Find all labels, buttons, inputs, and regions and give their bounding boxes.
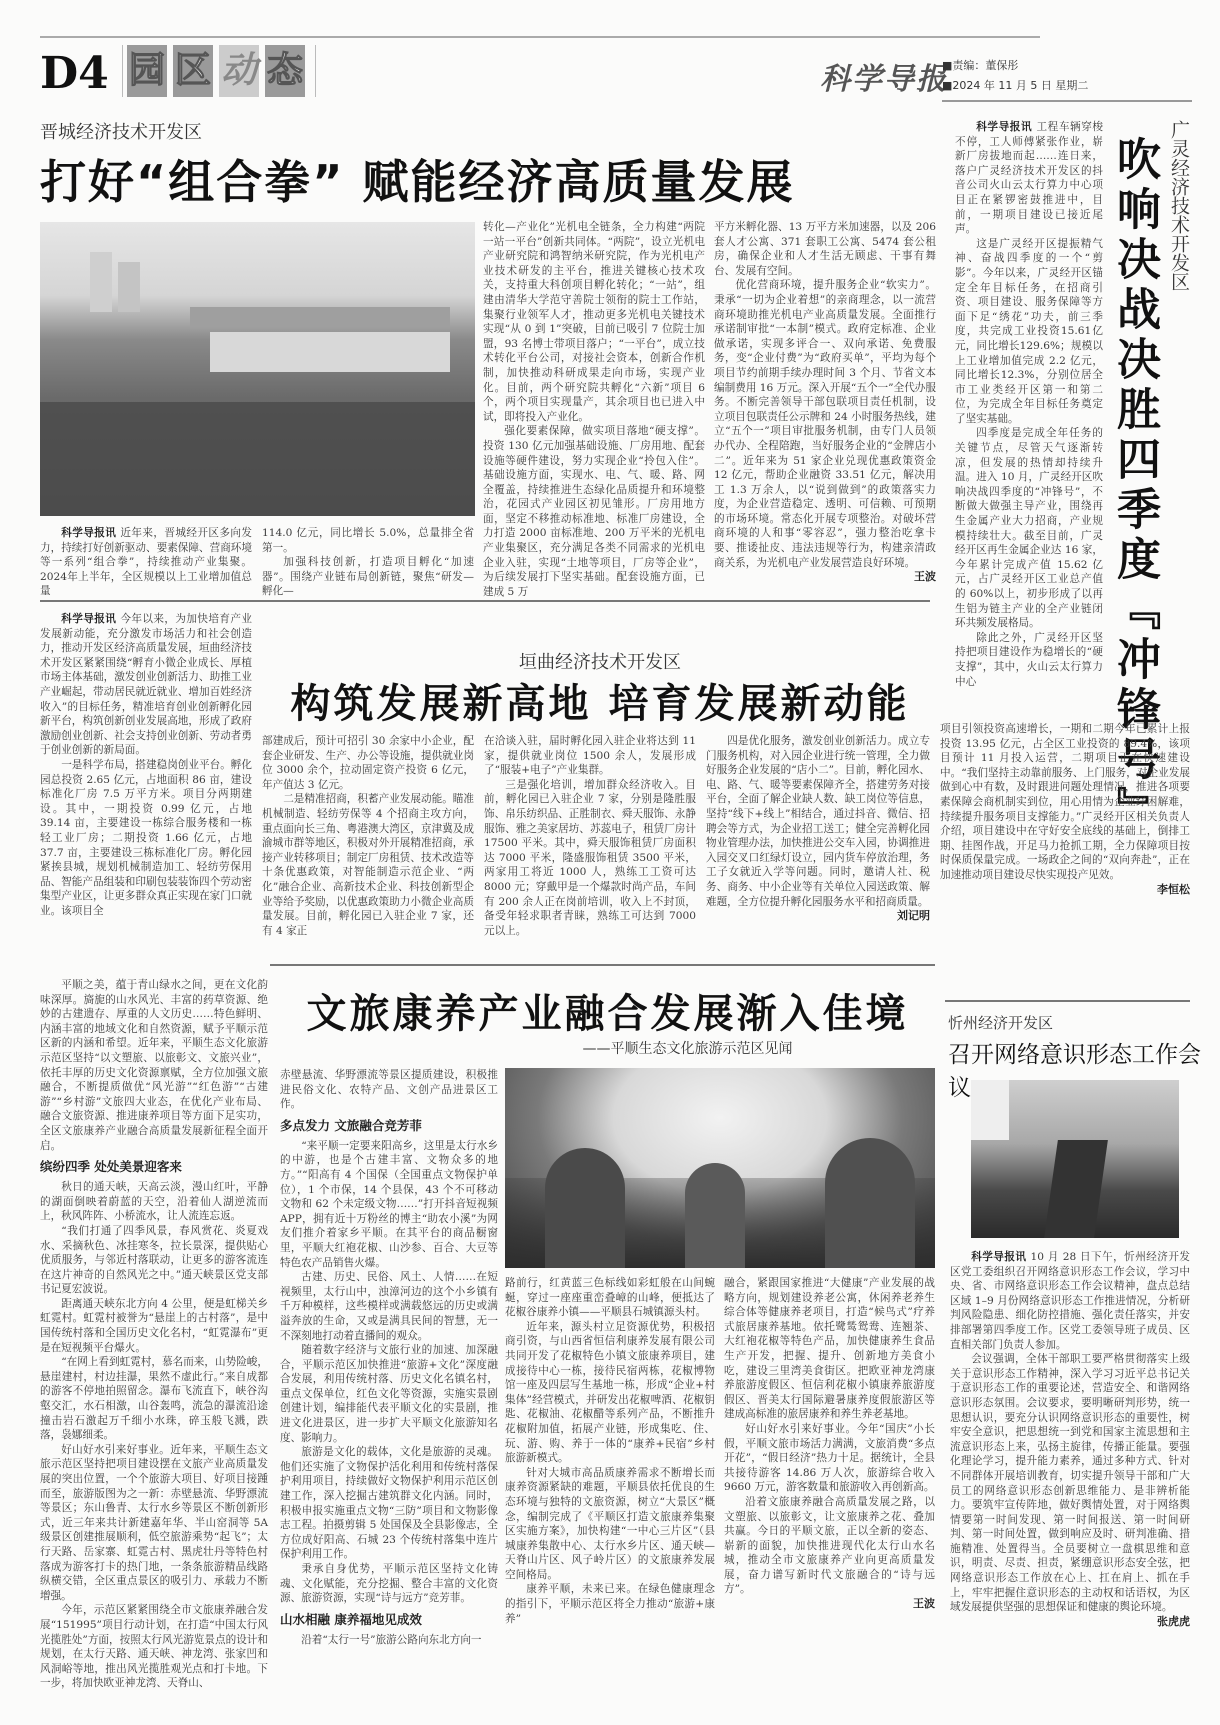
article4-col-a [950,1250,1190,1629]
subheading: 缤纷四季 处处美景迎客来 [40,1159,182,1175]
section-char: 态 [265,45,305,97]
section-char: 动 [219,45,259,97]
edition-info [942,56,1192,102]
article4-headline: 召开网络意识形态工作会议 [948,1042,1201,1101]
article1-headline: 打好“组合拳” 赋能经济高质量发展 [40,155,795,209]
paragraph: 四季度是完成全年任务的关键节点，尽管天气逐渐转凉，但发展的热情却持续升温。进入 10 月，广灵经开区吹响决战四季度的“冲锋号”，不断做大做强主导产业，围绕再生金属产业大力招商，产业规模持续壮大。截至目前，广灵经开区再生金属企业达 16 家，今年累计完成产值 15.62 亿元，占广灵经开区工业总产值的 60%以上，初步形成了以再生铝为链主产业的全产业链闭环共频发展格局。 [955,427,1103,630]
article2-col-a [40,612,252,918]
mountain-cloud-photo [505,1068,935,1268]
paragraph: 四是优化服务，激发创业创新活力。成立专门服务机构，对入园企业进行统一管理，全力做好服务企业发展的“店小二”。目前，孵化园水、电、路、气、暖等要素保障齐全，搭建劳务对接平台，全面了解企业缺人数、缺工岗位等信息，坚持“线下+线上”相结合，通过抖音、微信、招聘会等方式，为企业招工送工；健全完善孵化园物业管理办法，加快推进公交车入园，协调推进入园交叉口红绿灯设立，园内货车停放治理，务工子女就近入学等问题。同时，邀请人社、税务、商务、中小企业等有关单位入园送政策、解难题，全方位提升孵化园服务水平和招商质量。 [706,735,930,908]
article1-col-c [483,220,705,599]
article2-headline: 构筑发展新高地 培育发展新动能 [290,680,910,727]
section-char: 区 [173,45,213,97]
article2-col-d [706,734,930,923]
article3-col-a [40,978,268,1691]
section-divider [945,1000,1190,1002]
subheading: 多点发力 文旅融合竞芳菲 [280,1117,422,1133]
article3-col-b [280,1068,498,1647]
paragraph: 近年来，源头村立足资源优势，积极招商引资，与山西省恒信利康养发展有限公司共同开发了花椒特色小镇文旅康养项目，建成接待中心一栋，接待民宿两栋，花椒博物馆一座及四层写生基地一栋，形成“企业+村集体”经营模式，并研发出花椒啤酒、花椒钥匙、花椒油、花椒醋等系列产品，不断推升花椒附加值，拓展产业链，形成集吃、住、玩、游、购、养于一体的“康养+民宿”乡村旅游新模式。 [505,1320,715,1465]
side-article-headline: 吹响决战决胜四季度『冲锋号』 [1109,136,1160,836]
paragraph: 路前行，红黄蓝三色标线如彩虹般在山间蜿蜒，穿过一座座重峦叠嶂的山峰，便抵达了花椒谷康养小镇——平顺县石城镇源头村。 [505,1277,715,1319]
article1-col-d [714,220,936,584]
article1-col-a [40,526,252,599]
paragraph: 距离通天峡东北方向 4 公里，便是虹梯关乡虹霓村。虹霓村被誉为“悬崖上的古村落”，是中国传统村落和全国历史文化名村，“虹霓瀑布”更是在短视频平台爆火。 [40,1297,268,1354]
issue-date: ■2024 年 11 月 5 日 星期二 [942,79,1089,92]
paragraph: 秋日的通天峡，天高云淡，漫山红叶，平静的湖面倒映着蔚蓝的天空，沿着仙人湖逆流而上，秋风阵阵、小桥流水，让人流连忘返。 [40,1181,268,1223]
paragraph: 科学导报讯 近年来，晋城经开区多向发力，持续打好创新驱动、要素保障、营商环境等一系列“组合拳”，持续推动产业集聚。2024年上半年，全区规模以上工业增加值总量 [40,527,252,598]
paragraph: 三是强化培训，增加群众经济收入。目前，孵化园已入驻企业 7 家，分别是隆胜服饰、帛乐纺织品、正胜制衣、舜天服饰、永静服饰、雅之美家居坊、苏蕊电子，租赁厂房计 17500 平米。其中，舜天服饰租赁厂房面积达 7000 平米，隆盛服饰租赁 3500 平米，两家用工将近 1000 人，熟练工工资可达 8000 元；穿戴甲是一个爆款时尚产品，车间有 200 余人正在岗前培训，收入上不封顶，备受年轻求职者青睐，熟练工可达到 7000 元以上。 [484,778,696,937]
paragraph: 赤壁悬流、华野漂流等景区提质建设，积极推进民俗文化、农特产品、文创产品进景区工作。 [280,1069,498,1111]
paragraph: 科学导报讯 10 月 28 日下午，忻州经济开发区党工委组织召开网络意识形态工作会议，学习中央、省、市网络意识形态工作会议精神，盘点总结区域 1–9 月份网络意识形态工作推进情况，分析研判风险隐患、细化防控措施、强化责任落实，并安排部署第四季度工作。区党工委领导班子成员、区直相关部门负责人参加。 [950,1251,1190,1351]
paragraph: 科学导报讯 今年以来，为加快培育产业发展新动能，充分激发市场活力和社会创造力，推动开发区经济高质量发展，垣曲经济技术开发区紧紧围绕“孵育小微企业成长、厚植市场主体基础，激发创业创新活力、助推工业产业崛起，带动居民就近就业、增加百姓经济收入”的目标任务，精准培育创业创新孵化园新平台，构筑创新创业发展高地，形成了政府激励创业创新、社会支持创业创新、劳动者勇于创业创新的新局面。 [40,613,252,757]
side-article-byline: 李恒松 [1157,882,1190,896]
side-article-kicker: 广灵经济技术开发区 [1168,120,1190,291]
paragraph: “我们打通了四季风景，春风赏花、炎夏戏水、采摘秋色、冰挂寒冬，拉长景深，提供贴心优质服务，与邻近村落联动，让更多的游客流连在这片神奇的自然风光之中。”通天峡景区党支部书记夏宏波说。 [40,1224,268,1296]
paragraph: 强化要素保障，做实项目落地“硬支撑”。投资 130 亿元加强基础设施、厂房用地、配套设施等硬件建设，努力实现企业“拎包入住”。基础设施方面，实现水、电、气、暖、路、网全覆盖，持续推进生态绿化品质提升和环境整治，花园式产业园区初见雏形。厂房用地方面，坚定不移推动标准地、标准厂房建设，全力打造 2000 亩标准地、200 万平米的光机电产业集聚区，充分满足各类不同需求的光机电企业入驻，实现“土地等项目，厂房等企业”，为后续发展打下坚实基础。配套设施方面，已建成 5 万 [483,425,705,598]
article2-col-c [484,734,696,938]
paragraph: 随着数字经济与文旅行业的加速、加深融合，平顺示范区加快推进“旅游+文化”深度融合发展，利用传统村落、历史文化名镇名村，重点文保单位，红色文化等资源，实施实景剧创建计划，编排能代表平顺文化的实景剧，推进文化进景区，进一步扩大平顺文化旅游知名度、影响力。 [280,1344,498,1444]
paragraph: 今年，示范区紧紧围绕全市文旅康养融合发展“151995”项目行动计划，在打造“中国太行风光揽胜处”方面，按照太行风光游览景点的设计和规划，在太行天路、通天峡、神龙湾、张家凹和风洞峪等地，推出风光揽胜观光点和打卡地。下一步，将加快欧亚神龙湾、天脊山、 [40,1604,268,1690]
dateline: 科学导报讯 [61,527,121,539]
article3-col-c [505,1276,715,1626]
section-divider [40,600,930,602]
paragraph: 沿着文旅康养融合高质量发展之路，以文塑旅、以旅彰文，让文旅康养之花、叠加共赢。今日的平顺文旅，正以全新的姿态、崭新的面貌，加快推进现代化太行山水名城，推动全市文旅康养产业向更高质量发展，奋力谱写新时代文旅融合的“诗与远方”。 [724,1495,935,1596]
paragraph: 康养平顺，未来已来。在绿色健康理念的指引下，平顺示范区将全力推动“旅游+康养” [505,1583,715,1625]
paragraph: 平顺之美，蕴于青山绿水之间，更在文化韵味深厚。旖旎的山水风光、丰富的药草资源、绝妙的古建遗存、厚重的人文历史……特色鲜明、内涵丰富的地域文化和自然资源，赋予平顺示范区新的内涵和希望。近年来，平顺生态文化旅游示范区坚持“以文塑旅、以旅彰文、文旅兴业”，依托丰厚的历史文化资源禀赋，全方位加强文旅融合，不断提质做优“风光游”“红色游”“古建游”“乡村游”文旅四大业态，在优化产业布局、融合文旅资源、推进康养项目等方面下足实功，全区文旅康养产业融合高质量发展新征程全面开启。 [40,979,268,1152]
industrial-park-aerial-photo [40,222,475,516]
page-number: D4 [40,48,109,99]
paragraph: 融合，紧跟国家推进“大健康”产业发展的战略方向，规划建设养老公寓，休闲养老养生综合体等健康养老项目，打造“候鸟式”疗养式旅居康养基地。依托鹭鸶鸳鸯、连翘茶、大红袍花椒等特色产品，加快健康养生食品生产开发，把握、提升、创新地方美食小吃，建设三里湾美食街区。把欧亚神龙湾康养旅游度假区、恒信利花椒小镇康养旅游度假区、晋美太行国际避暑康养度假旅游区等建成高标准的旅居康养和养生养老基地。 [724,1277,935,1421]
top-rule [40,36,1040,38]
paragraph: “来平顺一定要来阳高乡，这里是太行水乡的中游，也是个古建丰富、文物众多的地方。”“阳高有 4 个国保（全国重点文物保护单位），1 个市保，14 个县保，43 个不可移动文物和 62 个未定级文物……”打开抖音短视频 APP，拥有近十万粉丝的博主“助农小溪”为网友们推介着家乡平顺。在其平台的商品橱窗里，平顺大红袍花椒、山沙参、百合、大豆等特色农产品销售火爆。 [280,1139,498,1269]
paragraph: 114.0 亿元，同比增长 5.0%，总量排全省第一。 [262,527,474,554]
paragraph: 部建成后，预计可招引 30 余家中小企业，配套企业研发、生产、办公等设施，提供就业岗位 3000 余个，拉动固定资产投资 6 亿元，年产值达 3 亿元。 [262,735,474,791]
paragraph: 针对大城市高品质康养需求不断增长而康养资源紧缺的难题，平顺县依托优良的生态环境与独特的文旅资源，树立“大景区”概念，编制完成了《平顺区打造文旅康养集聚区实施方案》，加快构建“一中心三片区”（县城康养集散中心、太行水乡片区、通天峡—天脊山片区、风子岭片区）的文旅康养发展空间格局。 [505,1466,715,1581]
paragraph: “在网上看到虹霓村，慕名而来，山势险峻，悬崖建村，村边挂瀑，果然不虚此行。”来自成都的游客不停地拍照留念。瀑布飞流直下，峡谷沟壑交汇，水石相激，山谷轰鸣，流急的瀑流沿途撞击岩石激起万千细小水珠，碎玉般飞溅，跌落，袅娜细柔。 [40,1356,268,1442]
paragraph: 在洽谈入驻，届时孵化园入驻企业将达到 11 家，提供就业岗位 1500 余人，发展形成了“服装+电子”产业集群。 [484,735,696,777]
article2-kicker: 垣曲经济技术开发区 [519,652,681,673]
paragraph: 转化—产业化”光机电全链条，全力构建“两院一站一平台”创新共同体。“两院”，设立光机电产业研究院和鸿智纳米研究院，作为光机电产业技术研发的主平台，推进关键核心技术攻关，支持重大科创项目孵化转化；“一站”，组建由清华大学范守善院士领衔的院士工作站，集聚行业领军人才，推动更多光机电关键技术实现“从 0 到 1”突破，目前已吸引 7 位院士加盟，93 名博士带项目落户；“一平台”，成立技术转化平台公司，对接社会资本，创新合作机制，加快推动科研成果走向市场，实现产业化。目前，两个研究院共孵化“六新”项目 6 个，两个项目实现量产，其余项目也已进入中试，即将投入产业化。 [483,221,705,423]
side-article-col-a [955,120,1103,689]
article2-col-b [262,734,474,938]
paragraph: 平方米孵化器、13 万平方米加速器，以及 206 套人才公寓、371 套职工公寓、5474 套公租房，确保企业和人才生活无顾虑、干事有舞台、发展有空间。 [714,221,936,277]
paragraph: 优化营商环境，提升服务企业“软实力”。秉承“一切为企业着想”的亲商理念，以一流营商环境助推光机电产业高质量发展。全面推行承诺制审批“一本制”模式。政府定标准、企业做承诺，实现多评合一、双向承诺、免费服务，变“企业付费”为“政府买单”，平均为每个项目节约前期手续办理时间 3 个月、节省文本编制费用 16 万元。深入开展“五个一”全代办服务。不断完善领导干部包联项目责任机制，设立项目包联责任公示牌和 24 小时服务热线，建立“五个一”项目审批服务机制，由专门人员领办代办、全程陪跑，当好服务企业的“金牌店小二”。近年来为 51 家企业兑现优惠政策资金 12 亿元，帮助企业融资 33.51 亿元，解决用工 1.3 万余人，以“说到做到”的政策落实力度，为企业营造稳定、透明、可信赖、可预期的市场环境。常态化开展专项整治。对破坏营商环境的人和事“零容忍”，强力整治吃拿卡要、推诿扯皮、违法违规等行为，构建亲清政商关系，为光机电产业发展营造良好环境。 [714,279,936,569]
section-title [122,45,316,97]
subheading: 山水相融 康养福地见成效 [280,1611,422,1627]
paragraph: 好山好水引来好事业。近年来，平顺生态文旅示范区坚持把项目建设摆在文旅产业高质量发展的突出位置，一个个旅游大项目、好项目接踵而至，旅游版图为之一新：赤壁悬流、华野漂流等景区；东山鲁青、太行水乡等景区不断创新形式，近三年来共计新建嘉年华、半山窑洞等 5A 级景区创建推展顺利，低空旅游乘势“起飞”；太行天路、岳家寨、虹霓古村、黑虎壮丹等特色村落成为游客打卡的热门地，一条条旅游精品线路纵横交错，全区重点景区的吸引力、承载力不断增强。 [40,1443,268,1602]
article1-col-b [262,526,474,599]
paragraph: 会议强调，全体干部职工要严格贯彻落实上级关于意识形态工作精神，深入学习习近平总书记关于意识形态工作的重要论述，营造安全、和谐网络意识形态氛围。会议要求，要明晰研判形势，统一思想认识，要充分认识网络意识形态的重要性，树牢安全意识，把思想统一到党和国家主流思想和主流意识形态上来，弘扬主旋律，传播正能量。要强化理论学习，提升能力素养，通过多种方式、针对不同群体开展培训教育，切实提升领导干部和广大员工的网络意识形态创新思维能力、是非辨析能力。要筑牢宣传阵地，做好舆情处置，对于网络舆情要第一时间发现、第一时间报送、第一时间研判、第一时间处置，做到响应及时、研判准确、措施精准、处置得当。全员要树立一盘棋思维和意识，明责、尽责、担责，紧绷意识形态安全弦，把网络意识形态工作放在心上、扛在肩上、抓在手上，牢牢把握住意识形态的主动权和话语权，为区域发展提供坚强的思想保证和健康的舆论环境。 [950,1353,1190,1614]
article2-byline: 刘记明 [897,909,930,923]
side-article-col-b [940,722,1190,897]
article1-byline: 王波 [914,570,936,584]
editor: ■责编：董保彤 [942,59,1019,72]
dateline: 科学导报讯 [971,1251,1031,1263]
article4-kicker: 忻州经济开发区 [948,1014,1054,1032]
paragraph: 加强科技创新，打造项目孵化“加速器”。围绕产业链布局创新链，聚焦“研发—孵化— [262,556,474,598]
article3-byline: 王波 [913,1597,935,1611]
dateline: 科学导报讯 [976,121,1037,133]
paragraph: 好山好水引来好事业。今年“国庆”小长假，平顺文旅市场活力满满，文旅消费“多点开花”，“假日经济”热力十足。据统计，全县共接待游客 14.86 万人次，旅游综合收入 9660 万元，游客数量和旅游收入再创新高。 [724,1422,935,1494]
paragraph: 除此之外，广灵经开区坚持把项目建设作为稳增长的“硬支撑”，其中，火山云太行算力中心 [955,631,1103,688]
article3-col-d [724,1276,935,1611]
paragraph: 古建、历史、民俗、风土、人情……在短视频里，太行山中，浊漳河边的这个小乡镇有千万种模样，这些模样或满载悠远的历史或满溢奔放的生命，又或是满具民间的智慧，无一不深刻地打动着直播间的观众。 [280,1271,498,1342]
paragraph: 项目引领投资高速增长，一期和二期今年已累计上报投资 13.95 亿元，占全区工业投资的 89.4%，该项目预计 11 月投入运营，二期项目正在快速建设中。“我们坚持主动靠前服务、上门服务，对企业发展做到心中有数，及时跟进问题处理情况，推进各项要素保障会商机制实到位，用心用情为企业纾困解难，持续提升服务项目支撑能力。”广灵经开区相关负责人介绍，项目建设中在守好安全底线的基础上，倒排工期、挂图作战，开足马力抢抓工期，全力保障项目按时保质保量完成。一场政企之间的“双向奔赴”，正在加速推动项目建设尽快实现投产见效。 [940,723,1190,881]
paragraph: 科学导报讯 工程车辆穿梭不停，工人师傅紧张作业，崭新厂房拔地而起……连日来，落户广灵经济技术开发区的抖音公司火山云太行算力中心项目正在紧锣密鼓推进中，目前，一期项目建设已接近尾声。 [955,121,1103,236]
section-char: 园 [127,45,167,97]
masthead-logo: 科学导报 [820,62,948,97]
article1-kicker: 晋城经济技术开发区 [40,122,202,143]
meeting-photo [971,1080,1179,1238]
section-divider [270,964,935,966]
article3-headline: 文旅康养产业融合发展渐入佳境 [306,990,909,1037]
paragraph: 旅游是文化的载体，文化是旅游的灵魂。他们还实施了文物保护活化利用和传统村落保护利用项目，持续做好文物保护利用示范区创建工作，深入挖掘古建筑群文化内涵。同时，积极申报实施重点文物“三防”项目和文物影像志工程。拍摄剪辑 5 处国保及全县影像志，全方位成好阳高、石城 23 个传统村落集中连片保护利用工作。 [280,1446,498,1561]
paragraph: 一是科学布局，搭建稳岗创业平台。孵化园总投资 2.65 亿元，占地面积 86 亩，建设标准化厂房 7.5 万平方米。项目分两期建设。其中，一期投资 0.99 亿元，占地 39.14 亩，主要建设一栋综合服务楼和一栋轻工业厂房；二期投资 1.66 亿元，占地 37.7 亩，主要建设三栋标准化厂房。孵化园紧挨县城，规划机械制造加工、轻纺劳保用品、智能产品组装和印刷包装装饰四个劳动密集型产业区，让更多群众真正实现在家门口就业。该项目全 [40,758,252,917]
article4-byline: 张虎虎 [1157,1614,1190,1628]
paragraph: 二是精准招商，积蓄产业发展动能。瞄准机械制造、轻纺劳保等 4 个招商主攻方向，重点面向长三角、粤港澳大湾区，京津冀及成渝城市群等地区，积极对外开展精准招商，承接产业转移项目；制定厂房租赁、技术改造等十条优惠政策，对智能制造示范企业、“两化”融合企业、高新技术企业、科技创新型企业等给予奖励，以优惠政策助力小微企业高质量发展。目前，孵化园已入驻企业 7 家，还有 4 家正 [262,793,474,937]
paragraph: 秉承自身优势，平顺示范区坚持文化铸魂、文化赋能，充分挖掘、整合丰富的文化资源、旅游资源，实现“诗与远方”竞芳菲。 [280,1563,498,1605]
paragraph: 沿着“太行一号”旅游公路向东北方向一 [301,1633,482,1646]
paragraph: 这是广灵经开区提振精气神、奋战四季度的一个“剪影”。今年以来，广灵经开区锚定全年目标任务，在招商引资、项目建设、服务保障等方面下足“绣花”功夫，前三季度，共完成工业投资15.61亿元，同比增长129.6%；规模以上工业增加值完成 2.2 亿元，同比增长12.3%，分别位居全市工业类经开区第一和第二位，为完成全年目标任务奠定了坚实基础。 [955,237,1103,425]
article3-subtitle: ——平顺生态文化旅游示范区见闻 [582,1041,793,1057]
dateline: 科学导报讯 [61,613,121,625]
